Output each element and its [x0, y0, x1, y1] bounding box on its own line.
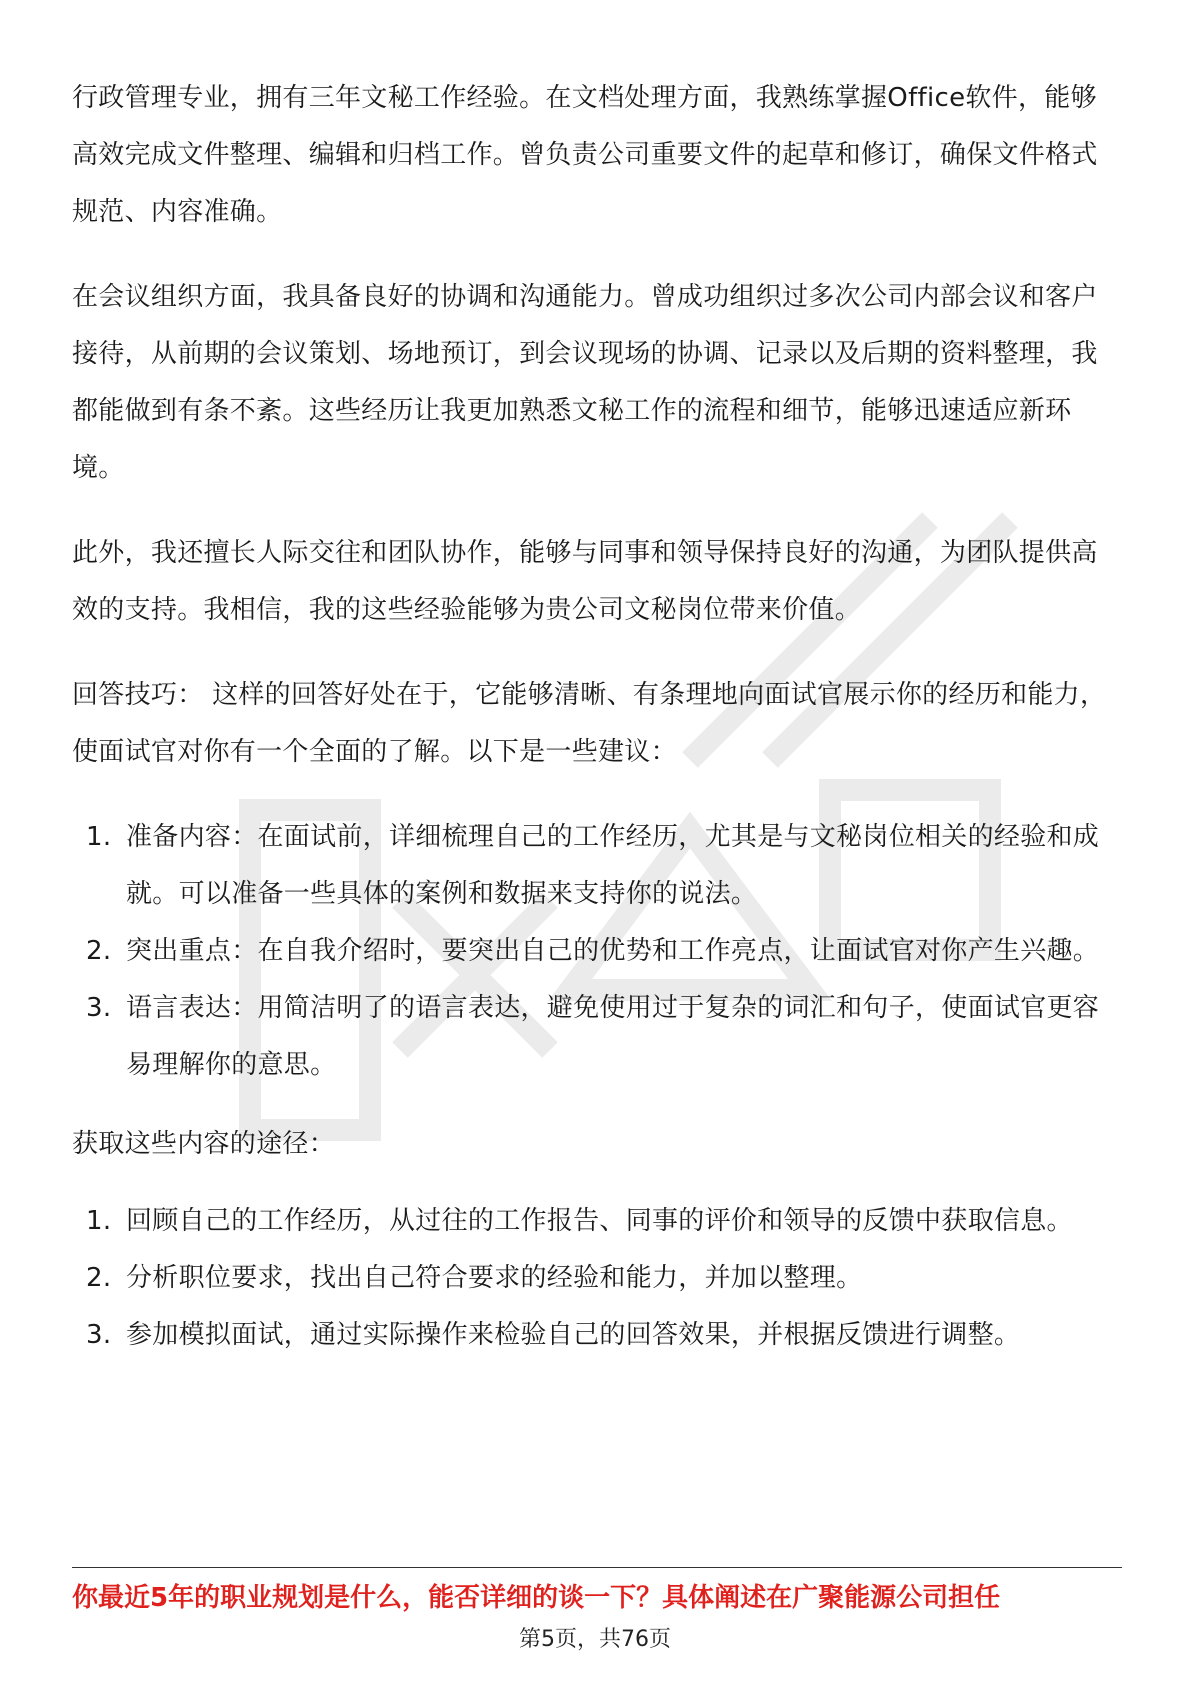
list-item: [72, 980, 1122, 1094]
list-number: 3.: [86, 1320, 112, 1350]
list-item-text: 准备内容：在面试前，详细梳理自己的工作经历，尤其是与文秘岗位相关的经验和成就。可以准备一些具体的案例和数据来支持你的说法。: [126, 822, 1100, 909]
list-item-text: 突出重点：在自我介绍时，要突出自己的优势和工作亮点，让面试官对你产生兴趣。: [126, 936, 1100, 966]
main-content: [72, 70, 1122, 1386]
list-item-text: 参加模拟面试，通过实际操作来检验自己的回答效果，并根据反馈进行调整。: [126, 1320, 1021, 1350]
list-item: [72, 1193, 1122, 1250]
list-number: 1.: [86, 1206, 112, 1236]
list-item-text: 分析职位要求，找出自己符合要求的经验和能力，并加以整理。: [126, 1263, 863, 1293]
sources-list: [72, 1193, 1122, 1364]
tips-list: [72, 809, 1122, 1094]
list-number: 2.: [86, 936, 112, 966]
paragraph-answer-tips: 回答技巧： 这样的回答好处在于，它能够清晰、有条理地向面试官展示你的经历和能力，使面试官对你有一个全面的了解。以下是一些建议：: [72, 680, 1107, 767]
paragraph-meetings: 在会议组织方面，我具备良好的协调和沟通能力。曾成功组织过多次公司内部会议和客户接待，从前期的会议策划、场地预订，到会议现场的协调、记录以及后期的资料整理，我都能做到有条不紊。这些经历让我更加熟悉文秘工作的流程和细节，能够迅速适应新环境。: [72, 282, 1098, 483]
list-item: [72, 923, 1122, 980]
next-question-heading: 你最近5年的职业规划是什么，能否详细的谈一下？具体阐述在广聚能源公司担任: [72, 1583, 1001, 1613]
page-number: 第5页，共76页: [519, 1627, 671, 1652]
sources-heading: 获取这些内容的途径：: [72, 1129, 336, 1159]
list-item-text: 语言表达：用简洁明了的语言表达，避免使用过于复杂的词汇和句子，使面试官更容易理解你的意思。: [126, 993, 1100, 1080]
paragraph-experience: 行政管理专业，拥有三年文秘工作经验。在文档处理方面，我熟练掌握Office软件，能够高效完成文件整理、编辑和归档工作。曾负责公司重要文件的起草和修订，确保文件格式规范、内容准确。: [72, 83, 1098, 227]
list-number: 3.: [86, 993, 112, 1023]
list-item: [72, 1250, 1122, 1307]
list-item: [72, 1307, 1122, 1364]
list-number: 2.: [86, 1263, 112, 1293]
divider-line: [72, 1567, 1122, 1568]
list-number: 1.: [86, 822, 112, 852]
list-item: [72, 809, 1122, 923]
paragraph-teamwork: 此外，我还擅长人际交往和团队协作，能够与同事和领导保持良好的沟通，为团队提供高效的支持。我相信，我的这些经验能够为贵公司文秘岗位带来价值。: [72, 538, 1098, 625]
list-item-text: 回顾自己的工作经历，从过往的工作报告、同事的评价和领导的反馈中获取信息。: [126, 1206, 1073, 1236]
